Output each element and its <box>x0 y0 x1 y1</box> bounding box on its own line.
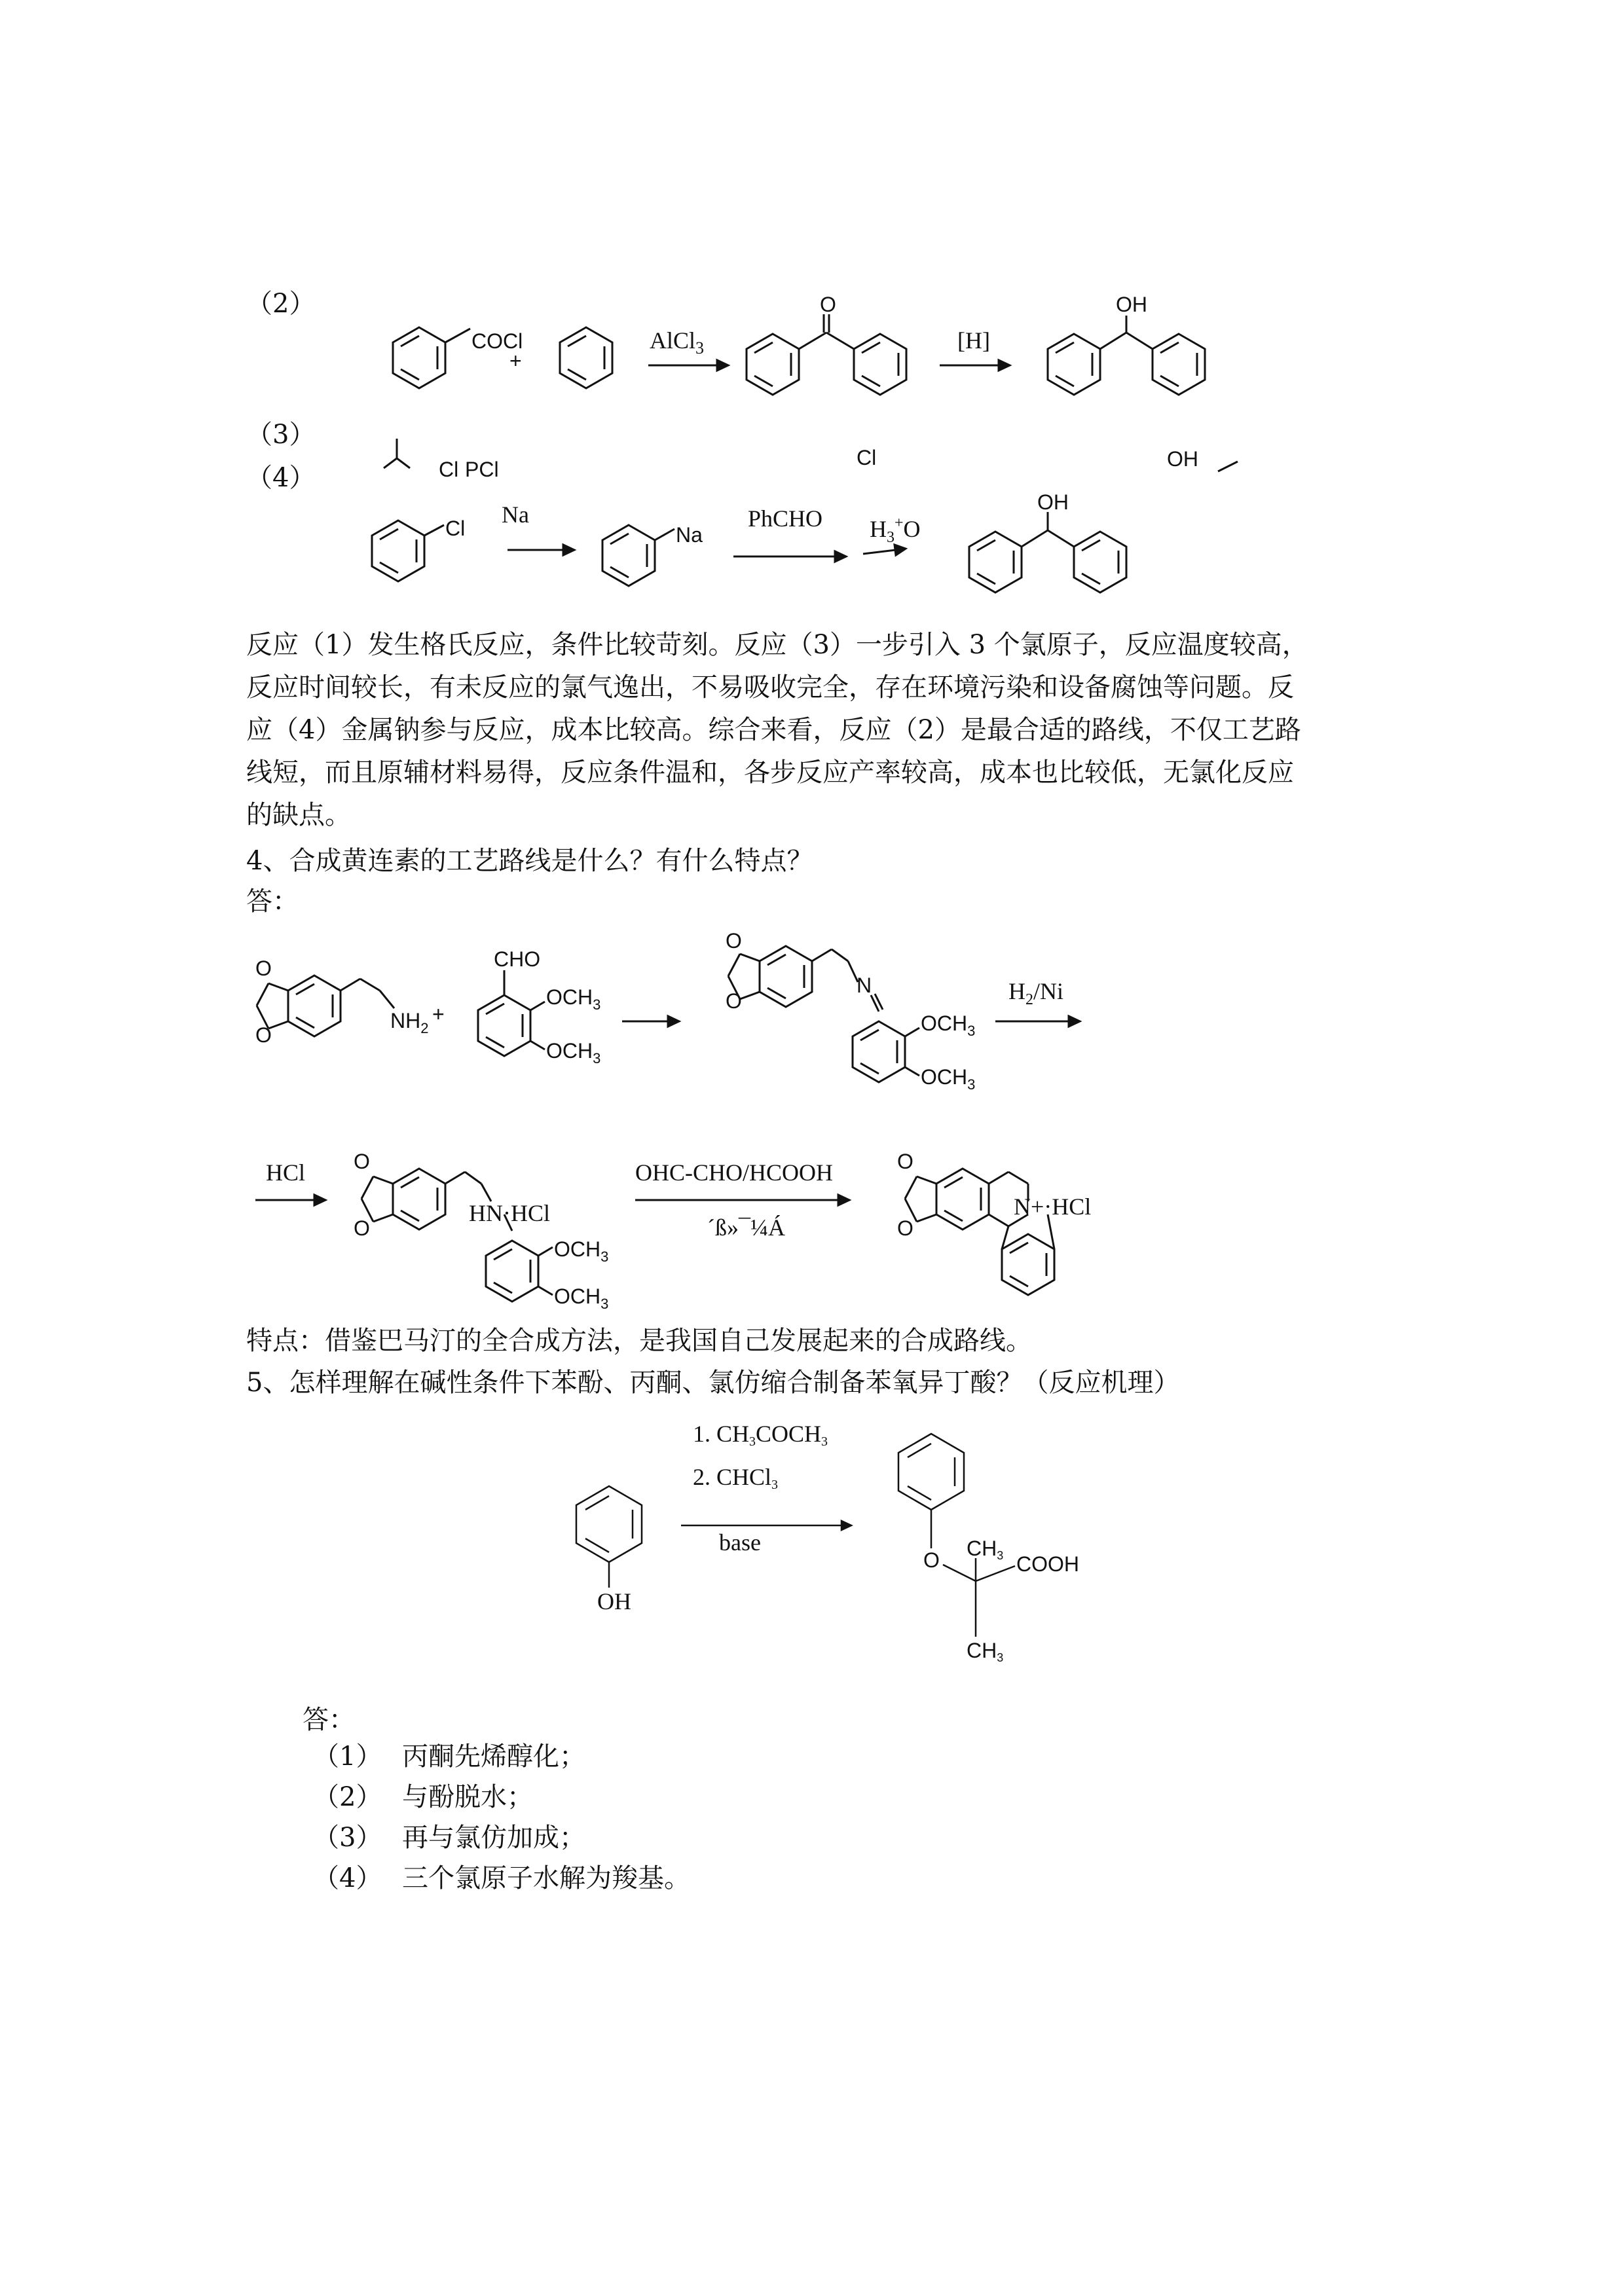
methoxy-bottom: OCH <box>546 1039 593 1063</box>
berberine-scheme-row2 <box>242 1142 1094 1312</box>
route4-scheme <box>354 484 1270 596</box>
step-text: 三个氯原子水解为羧基。 <box>402 1863 690 1893</box>
methoxy-sub: 3 <box>600 1296 609 1312</box>
phenol-oh: OH <box>597 1588 631 1614</box>
step-text: 与酚脱水； <box>402 1782 533 1812</box>
step1-b: COCH <box>756 1421 822 1447</box>
phcho-reagent: PhCHO <box>748 505 823 532</box>
amine-sub: 2 <box>420 1020 429 1036</box>
fragment-cl: Cl <box>439 458 459 481</box>
svg-text:1. CH3COCH3 <box>693 1421 828 1449</box>
cooh-label: COOH <box>1016 1552 1079 1576</box>
plus-sign: + <box>432 1002 445 1026</box>
svg-text:OCH3 <box>546 985 600 1013</box>
methoxy-top: OCH <box>546 985 593 1009</box>
fragment-pcl: PCl <box>465 458 499 481</box>
step2-sub: 3 <box>771 1478 779 1492</box>
q4-question: 4、合成黄连素的工艺路线是什么？有什么特点？ <box>246 846 813 876</box>
step-number: （1） <box>313 1741 382 1772</box>
imine-n: N <box>857 974 872 997</box>
route-label-4: （4） <box>246 463 316 493</box>
svg-text:NH2 <box>390 1009 428 1036</box>
cocl-label: COCl <box>471 329 523 353</box>
svg-text:OCH3 <box>554 1285 608 1312</box>
svg-text:O: O <box>255 1023 272 1047</box>
hcl-reagent: HCl <box>266 1159 306 1186</box>
svg-text:O: O <box>354 1216 370 1240</box>
h3o-sup: + <box>895 515 904 532</box>
route2-scheme <box>354 288 1270 419</box>
salt-methoxy-bottom: OCH <box>554 1285 601 1308</box>
garbled-catalyst-label: ´ß»¯¼Á <box>707 1214 785 1241</box>
paragraph-line: 反应时间较长，有未反应的氯气逸出，不易吸收完全，存在环境污染和设备腐蚀等问题。反 <box>246 672 1294 702</box>
q5-steps <box>313 1736 690 1899</box>
route3-fragment <box>367 439 1283 481</box>
amine-salt-label: HN·HCl <box>469 1200 550 1226</box>
svg-text:H3+O <box>870 515 921 546</box>
svg-text:H2/Ni <box>1008 978 1063 1008</box>
step-item <box>313 1736 690 1777</box>
step1-sub2: 3 <box>821 1434 828 1449</box>
paragraph-line: 的缺点。 <box>246 800 351 830</box>
svg-text:O: O <box>354 1150 370 1173</box>
route-label-2: （2） <box>246 289 316 319</box>
fragment-cl-2: Cl <box>857 446 877 469</box>
imine-methoxy-top: OCH <box>921 1011 968 1035</box>
paragraph-line: 线短，而且原辅材料易得，反应条件温和，各步反应产率较高，成本也比较低，无氯化反应 <box>246 757 1294 788</box>
ch3-sub: 3 <box>997 1549 1004 1562</box>
ether-oxygen: O <box>923 1548 940 1572</box>
ketone-oxygen: O <box>820 293 836 316</box>
phenoxy-scheme <box>550 1421 1139 1669</box>
step-item <box>313 1817 690 1858</box>
alcl3-sub: 3 <box>695 338 705 357</box>
h3o-h: H <box>870 516 887 542</box>
salt-methoxy-top: OCH <box>554 1237 601 1261</box>
methoxy-sub: 3 <box>967 1076 976 1093</box>
svg-text:CH3 <box>967 1537 1003 1562</box>
q5-answer-label: 答： <box>303 1705 355 1735</box>
q4-answer-label: 答： <box>246 886 299 917</box>
base-label: base <box>719 1529 761 1556</box>
svg-text:OCH3 <box>546 1039 600 1066</box>
step-number: （2） <box>313 1782 382 1812</box>
step-item <box>313 1777 690 1817</box>
h2ni-tail: /Ni <box>1033 978 1064 1004</box>
paragraph-line: 应（4）金属钠参与反应，成本比较高。综合来看，反应（2）是最合适的路线，不仅工艺路 <box>246 715 1301 745</box>
step-number: （4） <box>313 1863 382 1893</box>
svg-text:O: O <box>897 1150 913 1173</box>
na-reagent: Na <box>502 501 529 528</box>
comparison-paragraph <box>246 624 1399 837</box>
svg-text:OCH3 <box>921 1011 975 1039</box>
step-item <box>313 1858 690 1899</box>
methoxy-sub: 3 <box>967 1023 976 1039</box>
svg-text:2. CHCl3 <box>693 1464 778 1492</box>
cyclization-reagent: OHC-CHO/HCOOH <box>635 1159 834 1186</box>
ch3-bottom: CH <box>967 1639 997 1662</box>
methoxy-sub: 3 <box>600 1248 609 1265</box>
imine-methoxy-bottom: OCH <box>921 1065 968 1089</box>
fragment-oh: OH <box>1167 447 1198 471</box>
step1-a: 1. CH <box>693 1421 750 1447</box>
methoxy-sub: 3 <box>593 996 601 1013</box>
h3o-sub: 3 <box>887 529 895 546</box>
svg-text:OCH3 <box>921 1065 975 1093</box>
berberine-salt-label: N+·HCl <box>1014 1194 1092 1220</box>
svg-text:CH3 <box>967 1639 1003 1664</box>
amine-nh: NH <box>390 1009 421 1032</box>
route4-product-oh: OH <box>1037 490 1069 514</box>
svg-text:O: O <box>726 929 742 953</box>
step-text: 丙酮先烯醇化； <box>402 1741 585 1772</box>
svg-text:AlCl3 <box>650 327 704 357</box>
q5-question: 5、怎样理解在碱性条件下苯酚、丙酮、氯仿缩合制备苯氧异丁酸？（反应机理） <box>246 1368 1180 1398</box>
ch3-top: CH <box>967 1537 997 1560</box>
chlorobenzene-cl: Cl <box>445 517 466 540</box>
alcl3-label: AlCl <box>650 327 696 354</box>
paragraph-line: 反应（1）发生格氏反应，条件比较苛刻。反应（3）一步引入 3 个氯原子，反应温度较高， <box>246 630 1308 660</box>
h2ni-sub: 2 <box>1025 991 1033 1008</box>
reduction-label: [H] <box>957 327 990 354</box>
step2-a: 2. CHCl <box>693 1464 772 1490</box>
h2ni-h: H <box>1008 978 1025 1004</box>
benzhydrol-oh: OH <box>1116 293 1147 316</box>
methoxy-sub: 3 <box>593 1050 601 1066</box>
step-number: （3） <box>313 1823 382 1853</box>
svg-text:O: O <box>255 957 272 980</box>
svg-text:OCH3 <box>554 1237 608 1265</box>
ch3-sub: 3 <box>997 1651 1004 1664</box>
berberine-scheme-row1 <box>242 930 1094 1106</box>
step1-sub: 3 <box>749 1434 756 1449</box>
route-label-3: （3） <box>246 420 316 450</box>
plus-sign: + <box>509 349 522 373</box>
svg-text:O: O <box>897 1216 913 1240</box>
aldehyde-cho: CHO <box>494 947 541 971</box>
step-text: 再与氯仿加成； <box>402 1823 585 1853</box>
svg-text:O: O <box>726 989 742 1013</box>
q4-feature: 特点：借鉴巴马汀的全合成方法，是我国自己发展起来的合成路线。 <box>246 1326 1032 1356</box>
phenylsodium-na: Na <box>676 523 703 547</box>
h3o-o: O <box>903 516 921 542</box>
